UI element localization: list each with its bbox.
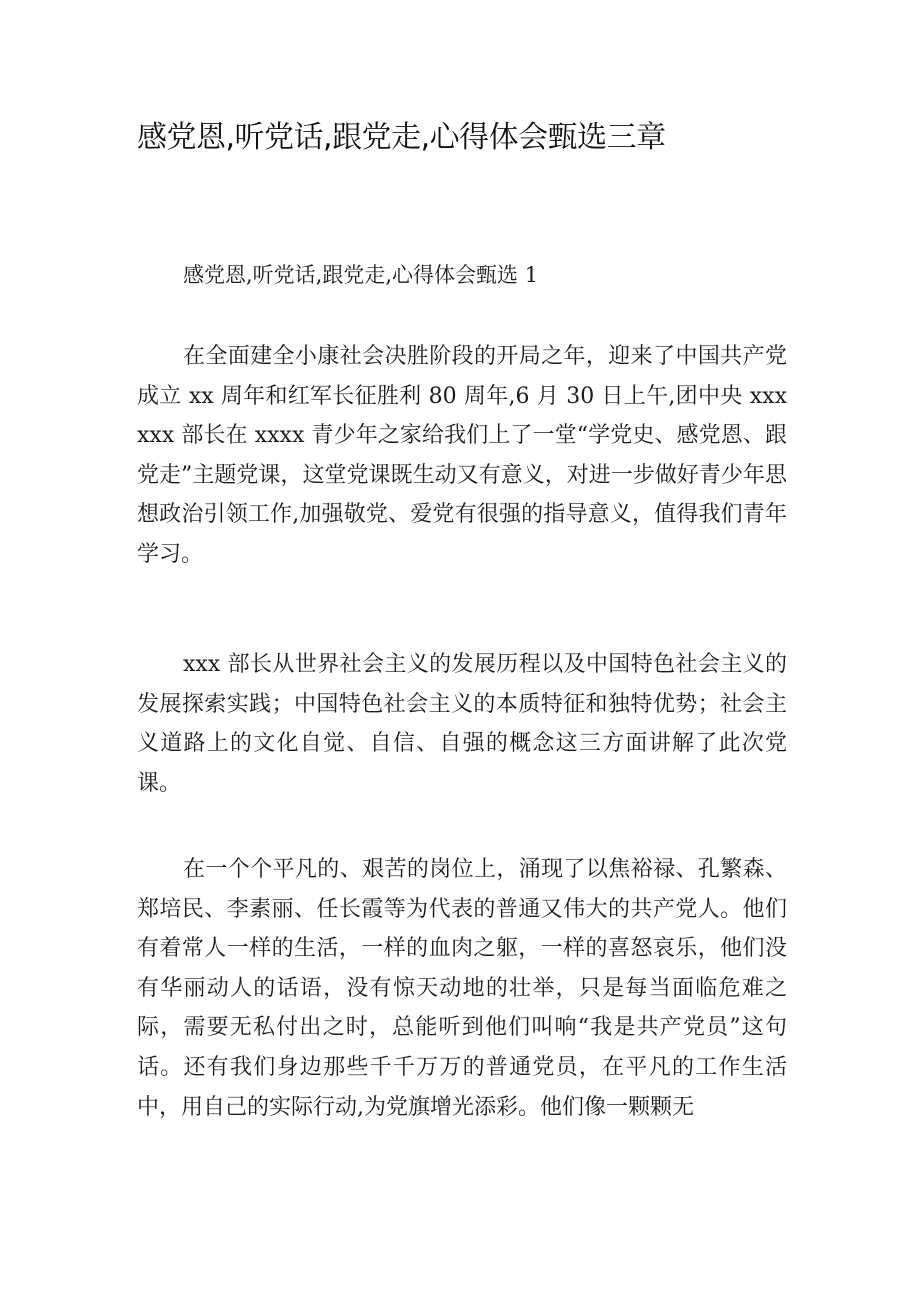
document-title: 感党恩,听党话,跟党走,心得体会甄选三章 xyxy=(137,120,666,155)
paragraph-3: 在一个个平凡的、艰苦的岗位上，涌现了以焦裕禄、孔繁森、郑培民、李素丽、任长霞等为代表的普通又伟大的共产党人。他们有着常人一样的生活，一样的血肉之躯，一样的喜怒哀乐，他们没有华丽动人的话语，没有惊天动地的壮举，只是每当面临危难之际，需要无私付出之时，总能听到他们叫响“我是共产党员”这句话。还有我们身边那些千千万万的普通党员，在平凡的工作生活中，用自己的实际行动,为党旗增光添彩。他们像一颗颗无 xyxy=(137,857,787,1120)
paragraph-2: xxx 部长从世界社会主义的发展历程以及中国特色社会主义的发展探索实践；中国特色社会主义的本质特征和独特优势；社会主义道路上的文化自觉、自信、自强的概念这三方面讲解了此次党课。 xyxy=(137,652,787,796)
paragraph-1: 在全面建全小康社会决胜阶段的开局之年，迎来了中国共产党成立 xx 周年和红军长征胜利 80 周年,6 月 30 日上午,团中央 xxxxxx 部长在 xxxx 青少年之家给我们上了一堂“学党史、感党恩、跟党走”主题党课，这堂党课既生动又有意义，对进一步做好青少年思想政治引领工作,加强敬党、爱党有很强的指导意义，值得我们青年学习。 xyxy=(137,344,787,567)
section-subtitle: 感党恩,听党话,跟党走,心得体会甄选 1 xyxy=(183,263,539,287)
